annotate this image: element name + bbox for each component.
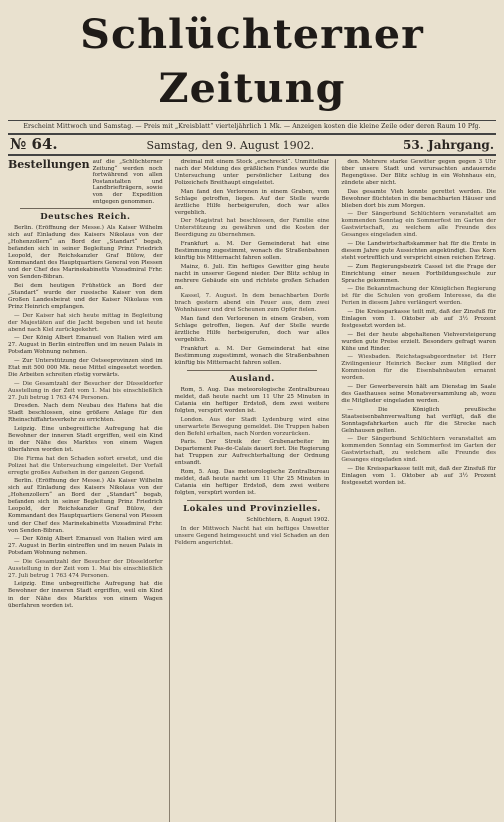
issue-volume: 53. Jahrgang.: [402, 138, 494, 152]
column-1: [8, 159, 163, 822]
divider: [20, 208, 151, 209]
article-paragraph: — Bei der heute abgehaltenen Viehversteigerung wurden gute Preise erzielt. Besonders gefragt waren Kühe und Rinder.: [341, 331, 497, 352]
article-paragraph: Frankfurt a. M. Der Gemeinderat hat eine Bestimmung zugestimmt, wonach die Straßenbahnen künftig bis Mitternacht fahren sollen.: [174, 345, 330, 366]
article-paragraph: Der Magistrat hat beschlossen, der Familie eine Unterstützung zu gewähren und die Kosten der Beerdigung zu übernehmen.: [174, 218, 330, 239]
article-paragraph: — Der Sängerbund Schlüchtern veranstaltet am kommenden Sonntag ein Sommerfest im Garten der Gastwirtschaft, zu welchem alle Freunde des Gesanges eingeladen sind.: [341, 211, 497, 239]
section-title-deutsches-reich: Deutsches Reich.: [40, 212, 131, 223]
notice-text: auf die „Schlüchterner Zeitung“ werden noch fortwährend von allen Postanstalten und Landbriefträgern, sowie von der Expedition entgegen genommen.: [92, 159, 163, 205]
article-paragraph: Berlin. (Eröffnung der Messe.) Als Kaiser Wilhelm sich auf Einladung des Kaisers Nikolaus von der „Hohenzollern“ an Bord der „Standart“ begab, befanden sich in seiner Begleitung Prinz Friedrich Leopold, der Reichskanzler Graf Bülow, der Kommandant des Hauptquartiers General von Plessen und der Chef des Marinekabinetts Vizeadmiral Frhr. von Senden-Bibran.: [8, 478, 163, 534]
article-paragraph: — Der Gewerbeverein hält am Dienstag im Saale des Gasthauses seine Monatsversammlung ab, wozu die Mitglieder eingeladen werden.: [341, 383, 497, 404]
divider: [187, 370, 318, 371]
article-paragraph: — Der König Albert Emanuel von Italien wird am 27. August in Berlin eintreffen und im neuen Palais in Potsdam Wohnung nehmen.: [8, 536, 163, 557]
article-paragraph: — Die Bekanntmachung der Königlichen Regierung ist für die Schulen von großem Interesse, da die Ferien in diesem Jahre verlängert werden.: [341, 286, 497, 307]
article-paragraph: Man fand den Verlorenen in einem Graben, vom Schlage getroffen, liegen. Auf der Stelle wurde ärztliche Hilfe herbeigerufen, doch war alles vergeblich.: [174, 188, 330, 216]
article-paragraph: — Der König Albert Emanuel von Italien wird am 27. August in Berlin eintreffen und im neuen Palais in Potsdam Wohnung nehmen.: [8, 335, 163, 356]
article-paragraph: Frankfurt a. M. Der Gemeinderat hat eine Bestimmung zugestimmt, wonach die Straßenbahnen künftig bis Mitternacht fahren sollen.: [174, 241, 330, 262]
article-paragraph: Die Firma hat den Schaden sofort ersetzt, und die Polizei hat die Untersuchung eingeleitet. Der Vorfall erregte großes Aufsehen in der ganzen Gegend.: [8, 455, 163, 476]
article-paragraph: Leipzig. Eine unbegreifliche Aufregung hat die Bewohner der inneren Stadt ergriffen, weil ein Kind in der Nähe des Marktes von einem Wagen überfahren worden ist.: [8, 581, 163, 609]
column-3: [335, 159, 496, 822]
article-paragraph: Paris. Der Streik der Grubenarbeiter im Departement Pas-de-Calais dauert fort. Die Regierung hat Truppen zur Aufrechterhaltung der Ordnung entsandt.: [174, 439, 330, 467]
article-paragraph: London. Aus der Stadt Lydenburg wird eine unerwartete Bewegung gemeldet. Die Truppen haben den Befehl erhalten, nach Norden vorzurücken.: [174, 416, 330, 437]
article-paragraph: — Die Kreissparkasse teilt mit, daß der Zinsfuß für Einlagen vom 1. Oktober ab auf 3½ Prozent festgesetzt worden ist.: [341, 308, 497, 330]
article-paragraph: Mainz, 6. Juli. Ein heftiges Gewitter ging heute nacht in unserer Gegend nieder. Der Blitz schlug in mehrere Gebäude ein und richtete großen Schaden an.: [174, 263, 330, 291]
article-paragraph: Leipzig. Eine unbegreifliche Aufregung hat die Bewohner der inneren Stadt ergriffen, weil ein Kind in der Nähe des Marktes von einem Wagen überfahren worden ist.: [8, 425, 163, 454]
article-paragraph: Kassel, 7. August. In dem benachbarten Dorfe brach gestern abend ein Feuer aus, dem zwei Wohnhäuser und drei Scheunen zum Opfer fielen.: [174, 293, 330, 314]
section-title-ausland: Ausland.: [229, 373, 275, 384]
article-paragraph: — Die Kreissparkasse teilt mit, daß der Zinsfuß für Einlagen vom 1. Oktober ab auf 3½ Prozent festgesetzt worden ist.: [341, 465, 497, 487]
article-paragraph: — Wiesbaden. Reichstagsabgeordneter ist Herr Zivilingenieur Heinrich Becker zum Mitglied der Kommission für die Eisenbahnbauten ernannt worden.: [341, 354, 497, 382]
text-columns: [8, 159, 496, 822]
section-title-lokales: Lokales und Provinzielles.: [183, 504, 321, 515]
article-paragraph: — Die Königlich preußische Staatseisenbahnverwaltung hat verfügt, daß die Sonntagsfahrkarten auch für die Strecke nach Gelnhausen gelten.: [341, 406, 497, 434]
masthead-title: Schlüchterner Zeitung: [80, 11, 424, 112]
masthead-tagline: Erscheint Mittwoch und Samstag. — Preis mit „Kreisblatt“ vierteljährlich 1 Mk. — Anzeigen kosten die kleine Zeile oder deren Raum 10 Pfg.: [8, 120, 496, 135]
article-paragraph: — Der Kaiser hat sich heute mittag in Begleitung der Majestäten auf die Jacht begeben und ist heute abend nach Kiel zurückgekehrt.: [8, 312, 163, 333]
issue-date: Samstag, den 9. August 1902.: [146, 139, 315, 152]
issue-number: № 64.: [10, 135, 58, 153]
subscription-notice: [8, 159, 163, 205]
column-2: [169, 159, 330, 822]
article-paragraph: Bei dem heutigen Frühstück an Bord der „Standart“ wurde der russische Kaiser von dem Großen Landesbeirat und der Kaiser Nikolaus von Prinz Heinrich empfangen.: [8, 283, 163, 311]
article-paragraph: dreimal mit einem Stock „erschreckt“. Unmittelbar nach der Meldung des gräßlichen Fundes wurde die Untersuchung unter persönlicher Leitung des Polizeichefs Breithaupt eingeleitet.: [174, 159, 330, 187]
article-paragraph: Berlin. (Eröffnung der Messe.) Als Kaiser Wilhelm sich auf Einladung des Kaisers Nikolaus von der „Hohenzollern“ an Bord der „Standart“ begab, befanden sich in seiner Begleitung Prinz Friedrich Leopold, der Reichskanzler Graf Bülow, der Kommandant des Hauptquartiers General von Plessen und der Chef des Marinekabinetts Vizeadmiral Frhr. von Senden-Bibran.: [8, 225, 163, 281]
article-paragraph: — Die Gesamtzahl der Besucher der Düsseldorfer Ausstellung in der Zeit vom 1. Mai bis einschließlich 27. Juli betrug 1 763 474 Personen.: [8, 380, 163, 401]
article-paragraph: — Die Landwirtschaftskammer hat für die Ernte in diesem Jahre gute Aussichten angekündigt. Das Korn steht vortrefflich und verspricht einen reichen Ertrag.: [341, 241, 497, 262]
article-paragraph: Rom, 5. Aug. Das meteorologische Zentralbureau meldet, daß heute nacht um 11 Uhr 25 Minuten in Catania ein heftiger Erdstoß, dem zwei weitere folgten, verspürt worden ist.: [174, 386, 330, 414]
article-paragraph: — Zur Unterstützung der Ostseeprovinzen sind im Etat mit 500 000 Mk. neue Mittel eingesetzt worden. Die Arbeiten schreiten rüstig vorwärts.: [8, 358, 163, 379]
article-paragraph: — Die Gesamtzahl der Besucher der Düsseldorfer Ausstellung in der Zeit vom 1. Mai bis einschließlich 27. Juli betrug 1 763 474 Personen.: [8, 558, 163, 579]
article-paragraph: Schlüchtern, 8. August 1902.: [246, 517, 330, 524]
notice-heading: Bestellungen: [8, 159, 90, 171]
article-paragraph: — Der Sängerbund Schlüchtern veranstaltet am kommenden Sonntag ein Sommerfest im Garten der Gastwirtschaft, zu welchem alle Freunde des Gesanges eingeladen sind.: [341, 436, 497, 464]
article-paragraph: Rom, 5. Aug. Das meteorologische Zentralbureau meldet, daß heute nacht um 11 Uhr 25 Minuten in Catania ein heftiger Erdstoß, dem zwei weitere folgten, verspürt worden ist.: [174, 468, 330, 496]
article-paragraph: Das gesamte Vieh konnte gerettet werden. Die Bewohner flüchteten in die benachbarten Häuser und blieben dort bis zum Morgen.: [341, 188, 497, 209]
article-paragraph: den. Mehrere starke Gewitter gegen gegen 3 Uhr über unsere Stadt und verursachten andauernde Regengüsse. Der Blitz schlug in ein Wohnhaus ein, zündete aber nicht.: [341, 159, 497, 187]
divider: [187, 500, 318, 501]
issue-bar: [8, 135, 496, 156]
article-paragraph: In der Mittwoch Nacht hat ein heftiges Unwetter unsere Gegend heimgesucht und viel Schaden an den Feldern angerichtet.: [174, 525, 330, 546]
article-paragraph: Man fand den Verlorenen in einem Graben, vom Schlage getroffen, liegen. Auf der Stelle wurde ärztliche Hilfe herbeigerufen, doch war alles vergeblich.: [174, 315, 330, 344]
article-paragraph: — Zum Regierungsbezirk Cassel ist die Frage der Einrichtung einer neuen Fortbildungsschule zur Sprache gekommen.: [341, 263, 497, 284]
article-paragraph: Dresden. Nach dem Neubau des Hafens hat die Stadt beschlossen, eine größere Anlage für den Rheinschiffahrtsverkehr zu errichten.: [8, 403, 163, 424]
